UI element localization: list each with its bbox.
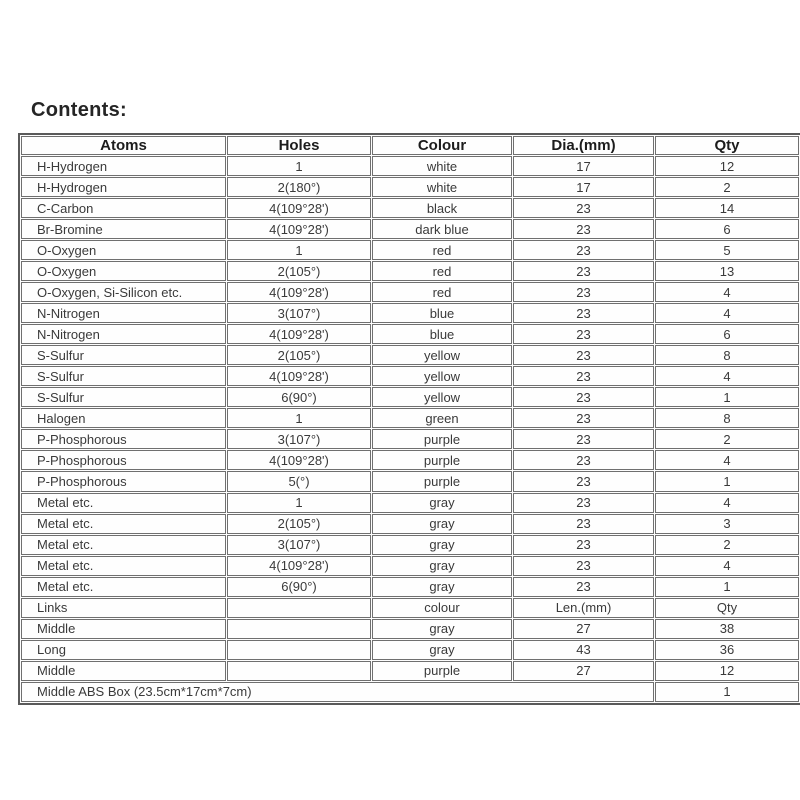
- table-row: [21, 619, 799, 639]
- cell-atoms: Metal etc.: [21, 556, 226, 576]
- cell-dia-mm: 23: [513, 324, 654, 344]
- cell-colour: gray: [372, 640, 512, 660]
- cell-atoms: Metal etc.: [21, 535, 226, 555]
- cell-dia-mm: Len.(mm): [513, 598, 654, 618]
- cell-atoms: H-Hydrogen: [21, 156, 226, 176]
- cell-qty: Qty: [655, 598, 799, 618]
- cell-atoms: Middle: [21, 619, 226, 639]
- cell-colour: gray: [372, 619, 512, 639]
- cell-holes: 4(109°28'): [227, 198, 371, 218]
- cell-dia-mm: 23: [513, 303, 654, 323]
- cell-colour: blue: [372, 324, 512, 344]
- cell-qty: 13: [655, 261, 799, 281]
- cell-colour: yellow: [372, 387, 512, 407]
- table-row: [21, 598, 799, 618]
- cell-holes: [227, 619, 371, 639]
- cell-qty: 2: [655, 177, 799, 197]
- cell-atoms: P-Phosphorous: [21, 429, 226, 449]
- table-row: [21, 261, 799, 281]
- cell-atoms: Halogen: [21, 408, 226, 428]
- cell-holes: 3(107°): [227, 429, 371, 449]
- table-body: [21, 156, 799, 702]
- cell-colour: red: [372, 261, 512, 281]
- cell-colour: red: [372, 282, 512, 302]
- cell-atoms: S-Sulfur: [21, 387, 226, 407]
- cell-atoms: O-Oxygen: [21, 261, 226, 281]
- cell-atoms: P-Phosphorous: [21, 450, 226, 470]
- cell-colour: dark blue: [372, 219, 512, 239]
- cell-qty: 1: [655, 387, 799, 407]
- table-row: [21, 640, 799, 660]
- table-row: [21, 219, 799, 239]
- cell-dia-mm: 23: [513, 261, 654, 281]
- cell-qty: 2: [655, 429, 799, 449]
- cell-qty: 12: [655, 661, 799, 681]
- cell-colour: purple: [372, 471, 512, 491]
- cell-atoms: Metal etc.: [21, 577, 226, 597]
- cell-qty: 4: [655, 450, 799, 470]
- cell-colour: colour: [372, 598, 512, 618]
- contents-heading: Contents:: [31, 99, 128, 121]
- cell-qty: 38: [655, 619, 799, 639]
- cell-atoms: O-Oxygen: [21, 240, 226, 260]
- cell-atoms: O-Oxygen, Si-Silicon etc.: [21, 282, 226, 302]
- cell-qty: 12: [655, 156, 799, 176]
- cell-colour: black: [372, 198, 512, 218]
- table-row: [21, 366, 799, 386]
- cell-holes: 4(109°28'): [227, 366, 371, 386]
- table-row: [21, 577, 799, 597]
- cell-dia-mm: 23: [513, 345, 654, 365]
- table-row: [21, 177, 799, 197]
- cell-holes: 4(109°28'): [227, 282, 371, 302]
- table-row: [21, 535, 799, 555]
- cell-holes: 4(109°28'): [227, 219, 371, 239]
- cell-colour: gray: [372, 535, 512, 555]
- table-row: [21, 282, 799, 302]
- table-row: [21, 324, 799, 344]
- footer-row: [21, 682, 799, 702]
- cell-qty: 4: [655, 556, 799, 576]
- cell-colour: gray: [372, 514, 512, 534]
- table-row: [21, 556, 799, 576]
- cell-holes: 2(105°): [227, 514, 371, 534]
- cell-atoms: Br-Bromine: [21, 219, 226, 239]
- cell-dia-mm: 23: [513, 219, 654, 239]
- cell-qty: 4: [655, 366, 799, 386]
- cell-colour: white: [372, 177, 512, 197]
- cell-dia-mm: 23: [513, 366, 654, 386]
- header-row: [21, 136, 799, 155]
- cell-qty: 6: [655, 219, 799, 239]
- cell-holes: 2(180°): [227, 177, 371, 197]
- cell-dia-mm: 23: [513, 535, 654, 555]
- cell-dia-mm: 27: [513, 661, 654, 681]
- cell-dia-mm: 27: [513, 619, 654, 639]
- cell-colour: gray: [372, 493, 512, 513]
- cell-qty: 2: [655, 535, 799, 555]
- table-row: [21, 303, 799, 323]
- cell-atoms: Metal etc.: [21, 493, 226, 513]
- cell-holes: 1: [227, 408, 371, 428]
- cell-colour: purple: [372, 450, 512, 470]
- footer-label-cell: Middle ABS Box (23.5cm*17cm*7cm): [21, 682, 654, 702]
- contents-table: [18, 133, 800, 705]
- cell-qty: 8: [655, 408, 799, 428]
- footer-qty-cell: 1: [655, 682, 799, 702]
- cell-holes: 6(90°): [227, 387, 371, 407]
- cell-atoms: P-Phosphorous: [21, 471, 226, 491]
- cell-qty: 5: [655, 240, 799, 260]
- table-row: [21, 429, 799, 449]
- cell-holes: 5(°): [227, 471, 371, 491]
- cell-dia-mm: 23: [513, 514, 654, 534]
- cell-holes: 6(90°): [227, 577, 371, 597]
- cell-holes: 4(109°28'): [227, 556, 371, 576]
- cell-dia-mm: 17: [513, 156, 654, 176]
- cell-dia-mm: 17: [513, 177, 654, 197]
- cell-atoms: Links: [21, 598, 226, 618]
- cell-atoms: C-Carbon: [21, 198, 226, 218]
- cell-qty: 6: [655, 324, 799, 344]
- cell-holes: 3(107°): [227, 535, 371, 555]
- cell-qty: 1: [655, 471, 799, 491]
- cell-colour: gray: [372, 577, 512, 597]
- cell-dia-mm: 23: [513, 471, 654, 491]
- cell-colour: purple: [372, 429, 512, 449]
- table-row: [21, 514, 799, 534]
- column-header-colour: Colour: [372, 136, 512, 155]
- cell-dia-mm: 23: [513, 493, 654, 513]
- cell-atoms: Metal etc.: [21, 514, 226, 534]
- cell-holes: 2(105°): [227, 261, 371, 281]
- cell-colour: white: [372, 156, 512, 176]
- cell-holes: 2(105°): [227, 345, 371, 365]
- cell-colour: red: [372, 240, 512, 260]
- cell-holes: 3(107°): [227, 303, 371, 323]
- cell-dia-mm: 23: [513, 429, 654, 449]
- table-row: [21, 450, 799, 470]
- table-row: [21, 198, 799, 218]
- column-header-holes: Holes: [227, 136, 371, 155]
- cell-qty: 3: [655, 514, 799, 534]
- cell-qty: 36: [655, 640, 799, 660]
- cell-holes: 1: [227, 240, 371, 260]
- cell-colour: blue: [372, 303, 512, 323]
- cell-dia-mm: 23: [513, 387, 654, 407]
- cell-atoms: N-Nitrogen: [21, 324, 226, 344]
- cell-colour: yellow: [372, 345, 512, 365]
- cell-holes: [227, 640, 371, 660]
- cell-qty: 14: [655, 198, 799, 218]
- cell-holes: 1: [227, 493, 371, 513]
- cell-holes: 4(109°28'): [227, 450, 371, 470]
- cell-colour: purple: [372, 661, 512, 681]
- cell-qty: 8: [655, 345, 799, 365]
- cell-dia-mm: 23: [513, 282, 654, 302]
- cell-colour: yellow: [372, 366, 512, 386]
- column-header-dia-mm: Dia.(mm): [513, 136, 654, 155]
- table-row: [21, 387, 799, 407]
- cell-holes: [227, 598, 371, 618]
- column-header-qty: Qty: [655, 136, 799, 155]
- cell-dia-mm: 23: [513, 450, 654, 470]
- table-row: [21, 471, 799, 491]
- cell-qty: 1: [655, 577, 799, 597]
- table-row: [21, 661, 799, 681]
- table-row: [21, 345, 799, 365]
- cell-colour: gray: [372, 556, 512, 576]
- cell-qty: 4: [655, 303, 799, 323]
- cell-atoms: S-Sulfur: [21, 345, 226, 365]
- cell-qty: 4: [655, 493, 799, 513]
- table-row: [21, 240, 799, 260]
- cell-atoms: Long: [21, 640, 226, 660]
- cell-dia-mm: 43: [513, 640, 654, 660]
- cell-dia-mm: 23: [513, 556, 654, 576]
- cell-qty: 4: [655, 282, 799, 302]
- cell-holes: 1: [227, 156, 371, 176]
- cell-dia-mm: 23: [513, 577, 654, 597]
- cell-dia-mm: 23: [513, 240, 654, 260]
- cell-atoms: N-Nitrogen: [21, 303, 226, 323]
- cell-holes: 4(109°28'): [227, 324, 371, 344]
- column-header-atoms: Atoms: [21, 136, 226, 155]
- cell-atoms: S-Sulfur: [21, 366, 226, 386]
- table-row: [21, 408, 799, 428]
- table-row: [21, 156, 799, 176]
- table-row: [21, 493, 799, 513]
- cell-atoms: Middle: [21, 661, 226, 681]
- cell-dia-mm: 23: [513, 408, 654, 428]
- cell-colour: green: [372, 408, 512, 428]
- cell-holes: [227, 661, 371, 681]
- cell-dia-mm: 23: [513, 198, 654, 218]
- cell-atoms: H-Hydrogen: [21, 177, 226, 197]
